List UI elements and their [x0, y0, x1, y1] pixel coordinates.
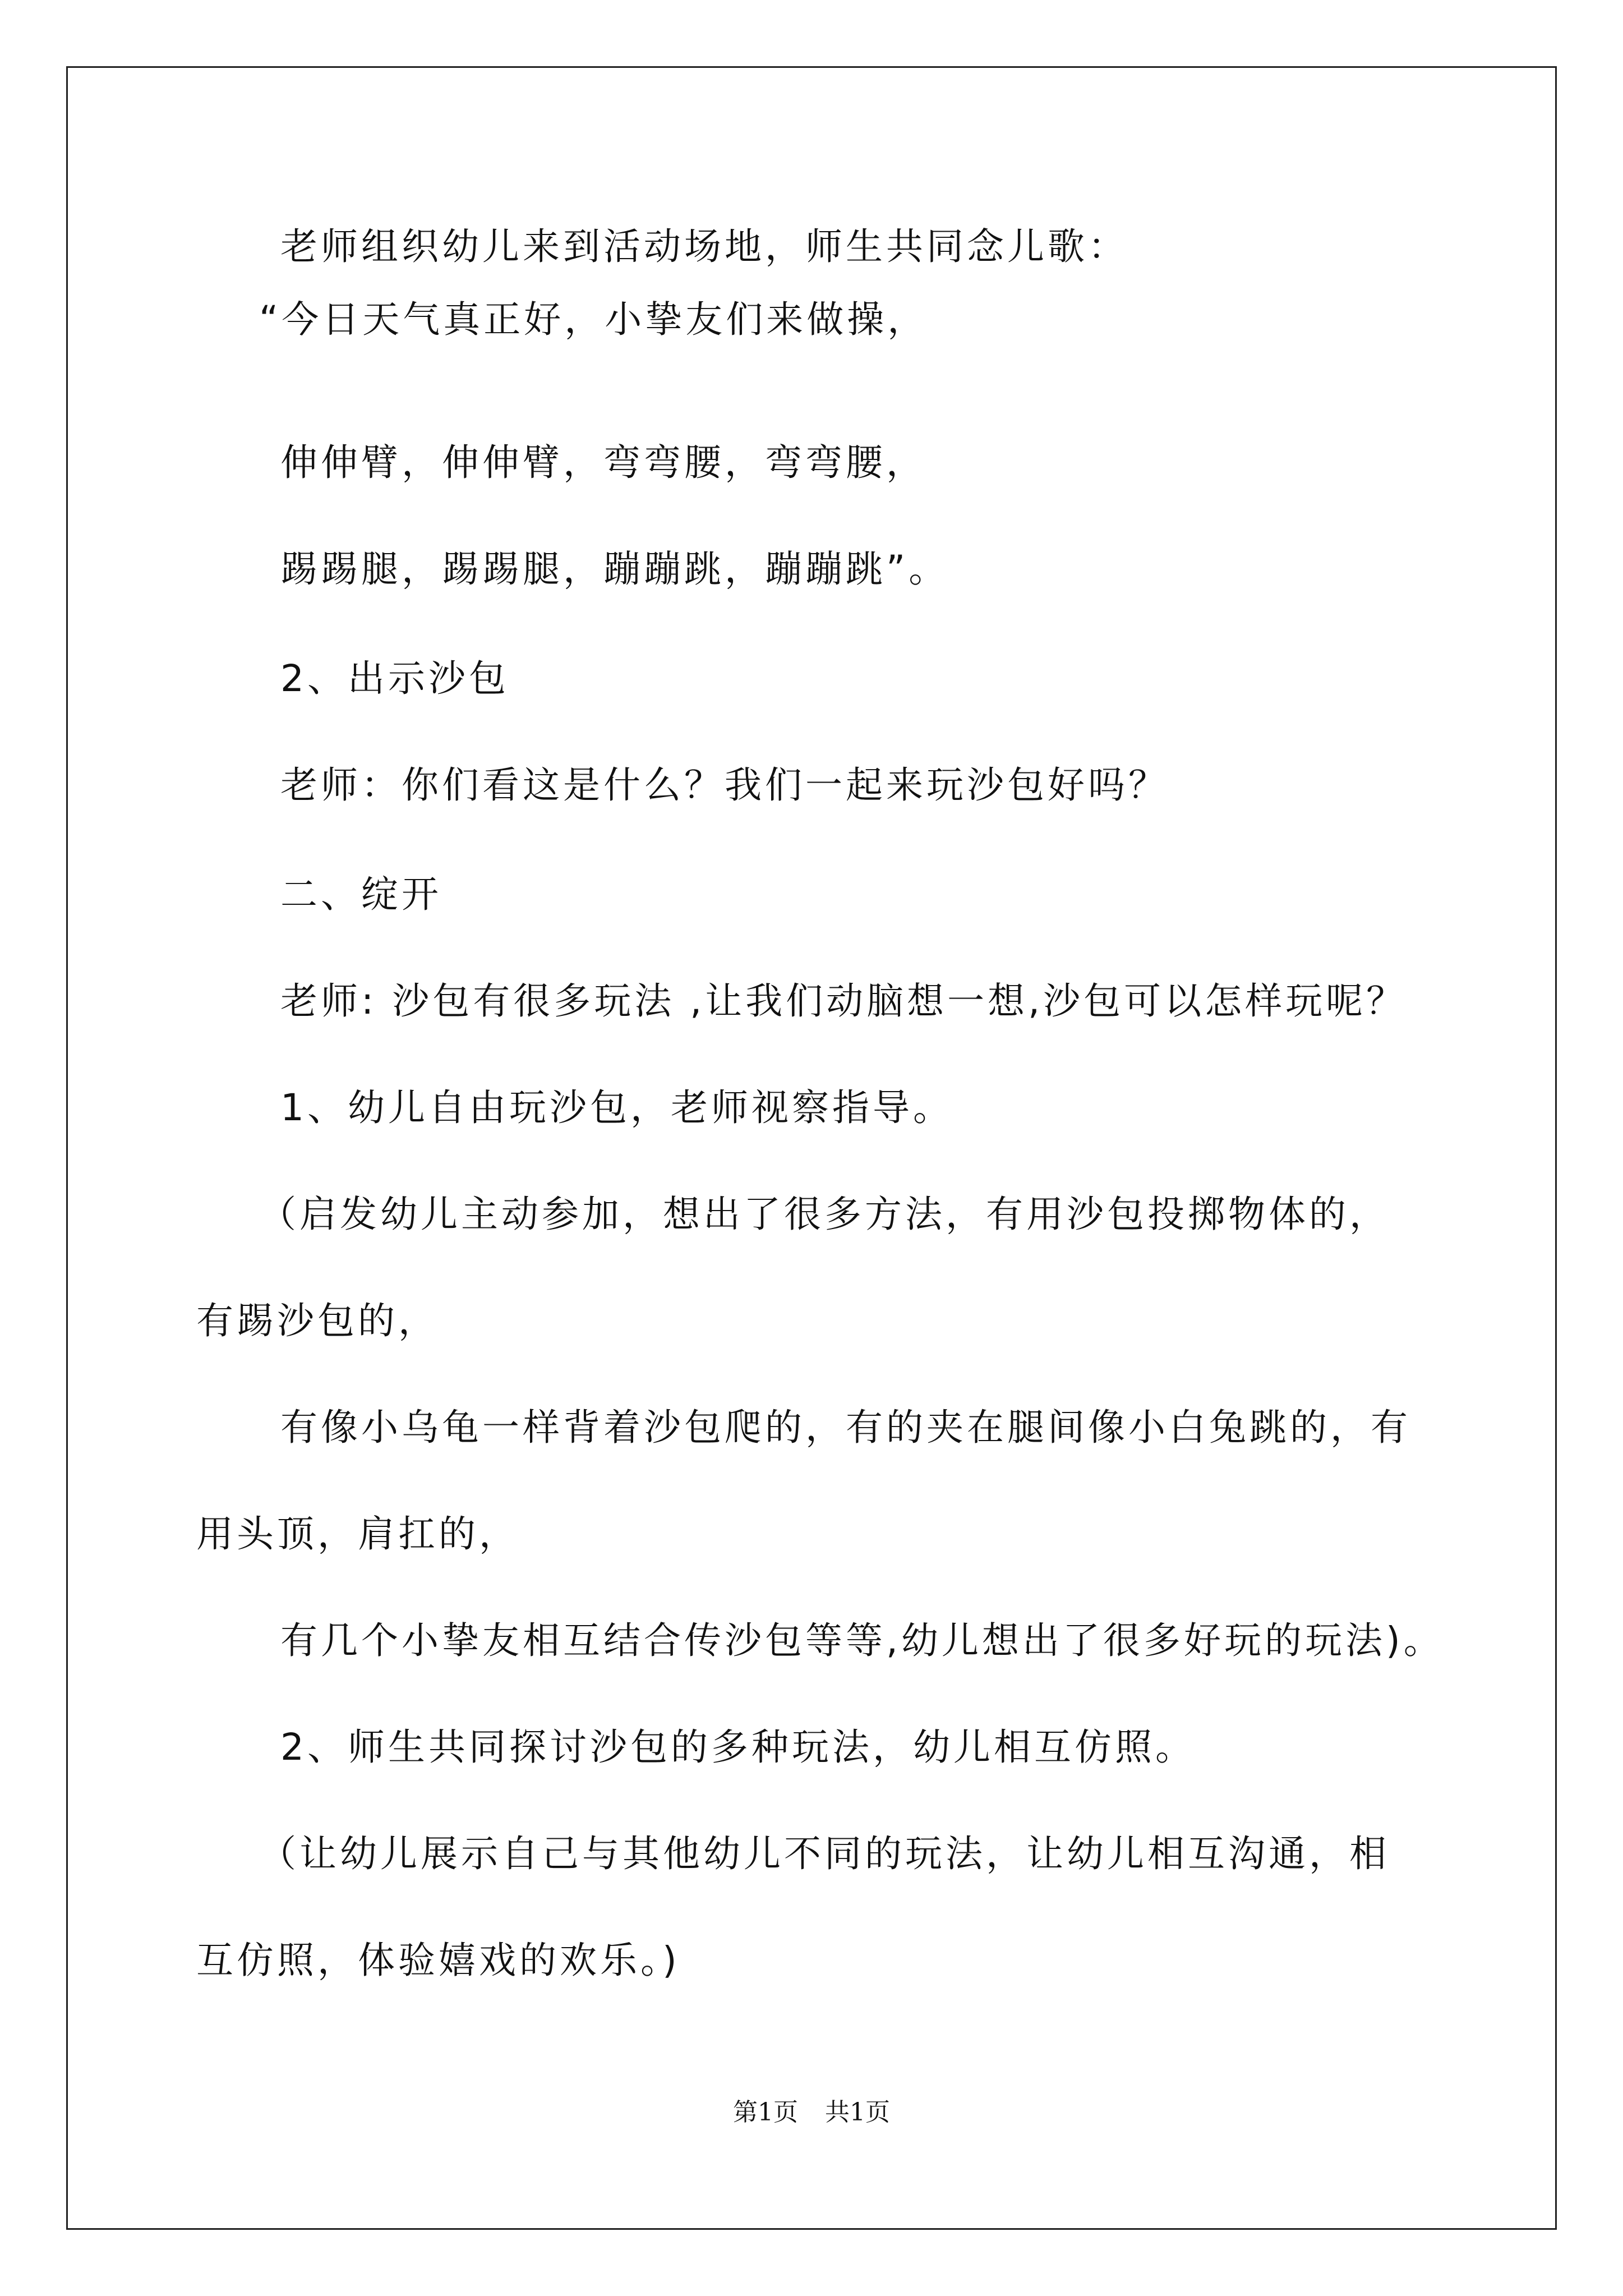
- paragraph-line: 老师：你们看这是什么？我们一起来玩沙包好吗？: [280, 763, 1169, 807]
- paragraph-line: 2、师生共同探讨沙包的多种玩法，幼儿相互仿照。: [280, 1726, 1196, 1769]
- page-border: [66, 66, 1557, 2230]
- paragraph-line: 有像小乌龟一样背着沙包爬的，有的夹在腿间像小白兔跳的，有: [280, 1406, 1411, 1449]
- page-footer: [0, 2097, 1623, 2128]
- paragraph-line: 有踢沙包的，: [196, 1299, 439, 1342]
- paragraph-line: 二、绽开: [280, 873, 442, 916]
- paragraph-line: 有几个小挚友相互结合传沙包等等,幼儿想出了很多好玩的玩法)。: [280, 1619, 1444, 1662]
- paragraph-line: 踢踢腿，踢踢腿，蹦蹦跳，蹦蹦跳”。: [280, 547, 949, 591]
- paragraph-line: 2、出示沙包: [280, 657, 509, 700]
- paragraph-line: 1、幼儿自由玩沙包，老师视察指导。: [280, 1086, 953, 1129]
- page-number-current: 第1页: [733, 2098, 798, 2127]
- page-number-total: 共1页: [825, 2098, 890, 2127]
- paragraph-line: 老师: 沙包有很多玩法 ,让我们动脑想一想,沙包可以怎样玩呢？: [280, 979, 1407, 1023]
- paragraph-line: 伸伸臂，伸伸臂，弯弯腰，弯弯腰，: [280, 441, 926, 484]
- paragraph-line: 互仿照，体验嬉戏的欢乐。): [196, 1939, 680, 1982]
- paragraph-line: （启发幼儿主动参加，想出了很多方法，有用沙包投掷物体的，: [259, 1193, 1390, 1236]
- paragraph-line: 老师组织幼儿来到活动场地，师生共同念儿歌：: [280, 225, 1128, 268]
- paragraph-line: 用头顶，肩扛的，: [196, 1512, 519, 1556]
- paragraph-line: “今日天气真正好，小挚友们来做操，: [259, 298, 928, 341]
- paragraph-line: （让幼儿展示自己与其他幼儿不同的玩法，让幼儿相互沟通，相: [259, 1832, 1390, 1875]
